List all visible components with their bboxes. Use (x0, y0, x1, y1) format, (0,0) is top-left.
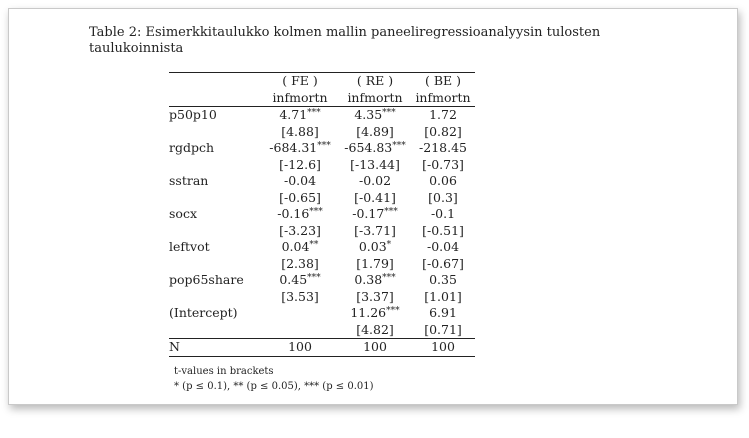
tvalue-cell: [1.01] (424, 288, 462, 304)
document-page (8, 8, 738, 405)
tvalue-row (169, 190, 475, 207)
significance-stars: *** (309, 207, 323, 217)
variable-name: p50p10 (169, 107, 261, 124)
coefficient-value: -684.31 (269, 140, 318, 155)
tvalue-cell: [-0.67] (422, 255, 464, 271)
observations-value: 100 (339, 339, 411, 357)
tvalue-cell: [0.3] (428, 189, 458, 205)
significance-stars: *** (317, 141, 331, 151)
coefficient-cell (339, 140, 411, 157)
significance-stars: ** (309, 240, 319, 250)
coef-row (169, 206, 475, 223)
coefficient-cell (261, 107, 339, 124)
coefficient-cell (339, 107, 411, 124)
coefficient-value: 0.04 (281, 239, 310, 254)
tvalue-cell: [4.88] (281, 123, 319, 139)
table-caption: Table 2: Esimerkkitaulukko kolmen mallin paneeliregressioanalyysin tulosten taulukoinnista (89, 25, 601, 56)
tvalue-cell: [-3.71] (354, 222, 396, 238)
coefficient-cell (339, 173, 411, 190)
coef-row (169, 239, 475, 256)
tvalue-cell: [4.82] (356, 321, 394, 337)
coefficient-value: 0.03 (358, 239, 387, 254)
observations-value: 100 (261, 339, 339, 357)
significance-stars: *** (384, 207, 398, 217)
coefficient-value: -218.45 (419, 140, 467, 155)
tvalue-cell (261, 322, 339, 339)
coefficient-cell (411, 305, 475, 322)
coef-row (169, 107, 475, 124)
significance-stars: *** (307, 108, 321, 118)
significance-stars: *** (382, 273, 396, 283)
tvalue-cell: [0.71] (424, 321, 462, 337)
coefficient-cell (339, 206, 411, 223)
coefficient-value: 0.06 (429, 173, 457, 188)
coefficient-cell (339, 305, 411, 322)
coefficient-cell (411, 272, 475, 289)
variable-blank (169, 322, 261, 339)
observations-label: N (169, 339, 261, 357)
header-row-depvars (169, 90, 475, 107)
coefficient-value: 1.72 (429, 107, 457, 122)
variable-blank (169, 190, 261, 207)
tvalue-cell: [3.37] (356, 288, 394, 304)
tvalue-row (169, 223, 475, 240)
coefficient-cell (261, 206, 339, 223)
variable-blank (169, 157, 261, 174)
coef-row (169, 305, 475, 322)
coefficient-value: -654.83 (344, 140, 393, 155)
coefficient-cell (411, 239, 475, 256)
tvalue-cell: [3.53] (281, 288, 319, 304)
header-row-models (169, 73, 475, 90)
observations-row (169, 339, 475, 357)
coefficient-value: -0.16 (277, 206, 310, 221)
tvalue-row (169, 124, 475, 141)
coefficient-cell (261, 272, 339, 289)
coef-row (169, 173, 475, 190)
coefficient-cell (411, 107, 475, 124)
significance-stars: * (386, 240, 392, 250)
coefficient-cell (339, 272, 411, 289)
notes-tvalues: t-values in brackets (174, 366, 274, 377)
coefficient-value: -0.04 (426, 239, 460, 254)
coefficient-cell (261, 140, 339, 157)
coefficient-cell (261, 305, 339, 322)
coefficient-cell (411, 140, 475, 157)
tvalue-cell: [4.89] (356, 123, 394, 139)
variable-blank (169, 124, 261, 141)
coefficient-cell (411, 173, 475, 190)
coefficient-value: 11.26 (350, 305, 387, 320)
significance-stars: *** (392, 141, 406, 151)
significance-stars: *** (307, 273, 321, 283)
header-depvar: infmortn (272, 89, 328, 105)
table-notes (174, 364, 374, 394)
observations-value: 100 (411, 339, 475, 357)
coefficient-value: -0.1 (430, 206, 456, 221)
coefficient-cell (411, 206, 475, 223)
header-model-be: ( BE ) (411, 73, 475, 90)
coefficient-value: 4.35 (354, 107, 383, 122)
variable-blank (169, 256, 261, 273)
tvalue-cell: [-0.51] (422, 222, 464, 238)
coefficient-value: -0.04 (283, 173, 317, 188)
tvalue-row (169, 157, 475, 174)
header-depvar: infmortn (415, 89, 471, 105)
tvalue-cell: [-3.23] (279, 222, 321, 238)
coefficient-value: 4.71 (279, 107, 308, 122)
coefficient-value: -0.17 (352, 206, 385, 221)
coefficient-cell (339, 239, 411, 256)
significance-stars: *** (382, 108, 396, 118)
significance-stars: *** (386, 306, 400, 316)
tvalue-cell: [-0.65] (279, 189, 321, 205)
coefficient-value: 0.38 (354, 272, 383, 287)
tvalue-cell: [2.38] (281, 255, 319, 271)
coefficient-value: 0.45 (279, 272, 308, 287)
regression-table (169, 72, 475, 357)
tvalue-row (169, 289, 475, 306)
tvalue-row (169, 322, 475, 339)
variable-name: (Intercept) (169, 305, 238, 320)
coefficient-cell (261, 173, 339, 190)
header-blank (169, 90, 261, 107)
header-blank (169, 73, 261, 90)
coefficient-value: -0.02 (358, 173, 392, 188)
coefficient-cell (261, 239, 339, 256)
header-model-re: ( RE ) (339, 73, 411, 90)
tvalue-cell: [0.82] (424, 123, 462, 139)
variable-name: leftvot (169, 239, 210, 254)
variable-name: socx (169, 206, 197, 221)
variable-name: rgdpch (169, 140, 215, 155)
header-model-fe: ( FE ) (261, 73, 339, 90)
variable-name: pop65share (169, 272, 244, 287)
tvalue-cell: [1.79] (356, 255, 394, 271)
coefficient-value: 0.35 (429, 272, 457, 287)
coef-row (169, 140, 475, 157)
notes-significance: * (p ≤ 0.1), ** (p ≤ 0.05), *** (p ≤ 0.01) (174, 381, 374, 392)
coefficient-value: 6.91 (429, 305, 457, 320)
tvalue-cell: [-13.44] (350, 156, 400, 172)
coef-row (169, 272, 475, 289)
tvalue-cell: [-0.73] (422, 156, 464, 172)
tvalue-cell: [-0.41] (354, 189, 396, 205)
tvalue-cell: [-12.6] (279, 156, 321, 172)
header-depvar: infmortn (347, 89, 403, 105)
variable-blank (169, 223, 261, 240)
variable-blank (169, 289, 261, 306)
tvalue-row (169, 256, 475, 273)
variable-name: sstran (169, 173, 209, 188)
